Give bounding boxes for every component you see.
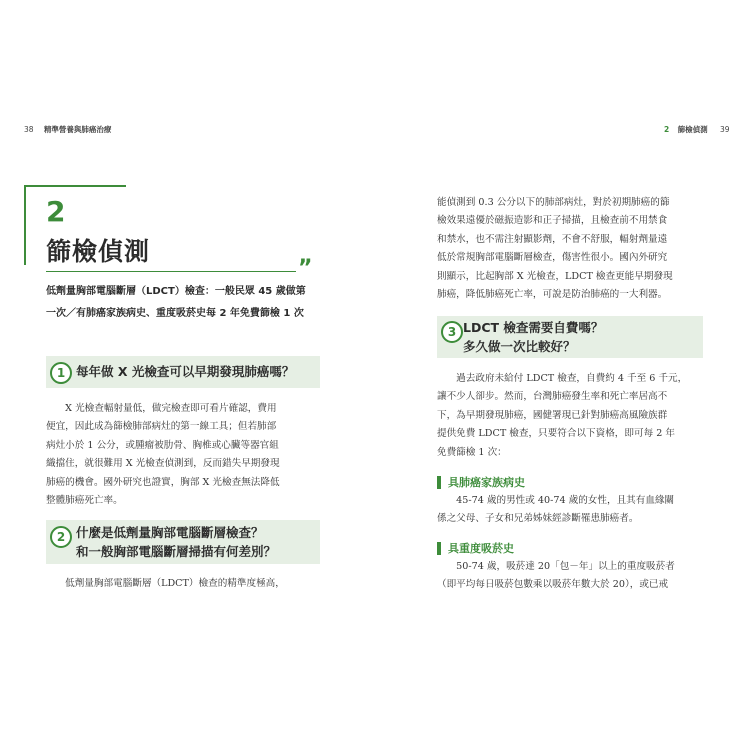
right-chapter-number: 2 bbox=[664, 125, 670, 134]
chapter-rule bbox=[46, 271, 296, 272]
body-line: 50-74 歲，吸菸達 20「包－年」以上的重度吸菸者 bbox=[437, 561, 675, 572]
heading-marker bbox=[437, 542, 441, 555]
body-line: 過去政府未給付 LDCT 檢查，自費約 4 千至 6 千元， bbox=[437, 373, 688, 384]
question-2-body bbox=[46, 575, 285, 593]
body-line: 下，為早期發現肺癌，國健署現已針對肺癌高風險族群 bbox=[437, 409, 668, 421]
smoking-history-body bbox=[437, 558, 675, 595]
body-line: X 光檢查輻射量低，做完檢查即可看片確認，費用 bbox=[46, 403, 277, 414]
question-1-body bbox=[46, 400, 280, 510]
question-1-title: 每年做 X 光檢查可以早期發現肺癌嗎？ bbox=[76, 364, 295, 379]
body-line: 整體肺癌死亡率。 bbox=[46, 495, 123, 507]
question-1-number: 1 bbox=[50, 362, 72, 384]
question-3-title-line1: LDCT 檢查需要自費嗎？ bbox=[463, 320, 604, 335]
smoking-history-heading: 具重度吸菸史 bbox=[448, 542, 514, 555]
body-line: 45-74 歲的男性或 40-74 歲的女性，且其有血緣關 bbox=[437, 495, 675, 506]
body-line: 檢效果遠優於磁振造影和正子掃描，且檢查前不用禁食 bbox=[437, 215, 668, 227]
question-2-title-line2: 和一般胸部電腦斷層掃描有何差別？ bbox=[76, 544, 277, 559]
left-page-header bbox=[24, 124, 111, 135]
question-3-number: 3 bbox=[441, 321, 463, 343]
right-page-header bbox=[664, 124, 730, 135]
family-history-body bbox=[437, 492, 674, 529]
body-line: 病灶小於 1 公分，或腫瘤被肋骨、胸椎或心臟等器官組 bbox=[46, 439, 279, 451]
body-line: 便宜，因此成為篩檢肺部病灶的第一線工具；但若肺部 bbox=[46, 421, 277, 433]
quote-mark: ” bbox=[298, 256, 313, 281]
question-3-body bbox=[437, 370, 687, 462]
body-line: 低於常規胸部電腦斷層檢查，傷害性很小。國內外研究 bbox=[437, 252, 668, 264]
family-history-heading: 具肺癌家族病史 bbox=[448, 476, 525, 489]
chapter-subtitle-line1: 低劑量胸部電腦斷層（LDCT）檢查：一般民眾 45 歲做第 bbox=[46, 286, 306, 297]
left-page-number: 38 bbox=[24, 125, 34, 134]
body-line: 係之父母、子女和兄弟姊妹經診斷罹患肺癌者。 bbox=[437, 513, 639, 525]
heading-marker bbox=[437, 476, 441, 489]
body-line: 織擋住，就很難用 X 光檢查偵測到，反而錯失早期發現 bbox=[46, 458, 280, 470]
body-line: 低劑量胸部電腦斷層（LDCT）檢查的精準度極高， bbox=[46, 578, 285, 589]
body-line: （即平均每日吸菸包數乘以吸菸年數大於 20），或已戒 bbox=[437, 579, 669, 591]
right-running-title: 篩檢偵測 bbox=[677, 125, 708, 134]
right-page-number: 39 bbox=[720, 125, 730, 134]
body-line: 肺癌，降低肺癌死亡率，可說是防治肺癌的一大利器。 bbox=[437, 289, 668, 301]
body-line: 免費篩檢 1 次： bbox=[437, 446, 507, 458]
body-line: 提供免費 LDCT 檢查，只要符合以下資格，即可每 2 年 bbox=[437, 428, 675, 440]
body-line: 能偵測到 0.3 公分以下的肺部病灶，對於初期肺癌的篩 bbox=[437, 197, 670, 208]
chapter-number: 2 bbox=[46, 195, 66, 228]
body-line: 讓不少人卻步。然而，台灣肺癌發生率和死亡率居高不 bbox=[437, 391, 668, 403]
question-3-title-line2: 多久做一次比較好？ bbox=[463, 339, 576, 354]
question-2-number: 2 bbox=[50, 526, 72, 548]
right-top-paragraph bbox=[437, 194, 673, 304]
question-2-title-line1: 什麼是低劑量胸部電腦斷層檢查？ bbox=[76, 525, 264, 540]
left-running-title: 精準營養與肺癌治療 bbox=[43, 125, 112, 134]
chapter-corner-horizontal bbox=[24, 185, 126, 187]
body-line: 肺癌的機會。國外研究也證實，胸部 X 光檢查無法降低 bbox=[46, 476, 280, 488]
chapter-subtitle-line2: 一次／有肺癌家族病史、重度吸菸史每 2 年免費篩檢 1 次 bbox=[46, 308, 304, 319]
chapter-corner-vertical bbox=[24, 185, 26, 265]
body-line: 和禁水，也不需注射顯影劑，不會不舒服，輻射劑量遠 bbox=[437, 233, 668, 245]
chapter-title: 篩檢偵測 bbox=[46, 237, 151, 266]
body-line: 則顯示，比起胸部 X 光檢查，LDCT 檢查更能早期發現 bbox=[437, 270, 673, 282]
